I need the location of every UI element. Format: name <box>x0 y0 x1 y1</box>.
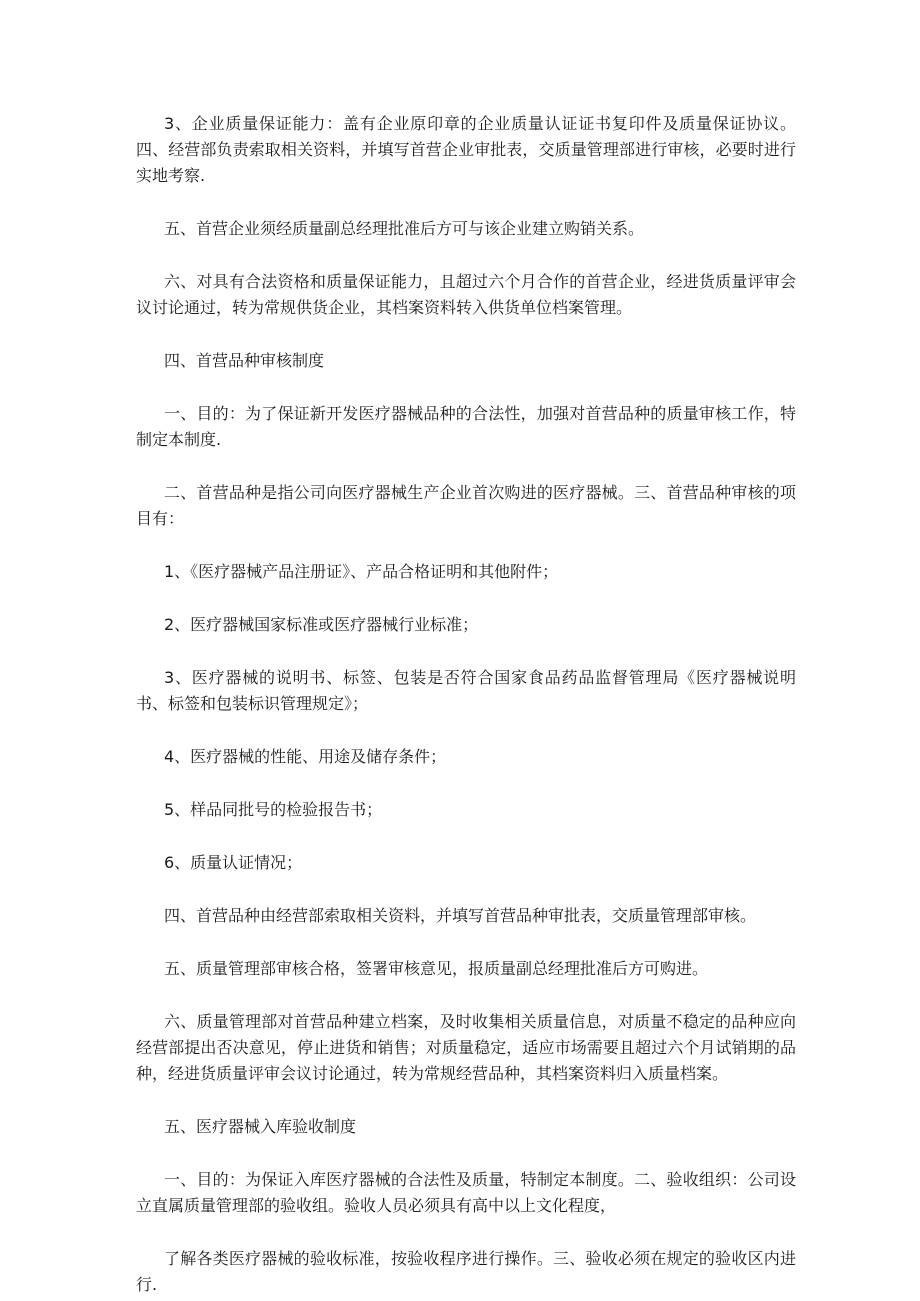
paragraph: 四、首营品种由经营部索取相关资料，并填写首营品种审批表，交质量管理部审核。 <box>164 906 757 925</box>
paragraph: 一、目的：为保证入库医疗器械的合法性及质量，特制定本制度。二、验收组织：公司设立直属质量管理部的验收组。验收人员必须具有高中以上文化程度， <box>136 1170 796 1215</box>
list-item: 1、《医疗器械产品注册证》、产品合格证明和其他附件； <box>164 562 559 581</box>
paragraph: 六、对具有合法资格和质量保证能力，且超过六个月合作的首营企业，经进货质量评审会议讨论通过，转为常规供货企业，其档案资料转入供货单位档案管理。 <box>136 272 796 317</box>
paragraph: 了解各类医疗器械的验收标准，按验收程序进行操作。三、验收必须在规定的验收区内进行. <box>136 1249 796 1294</box>
paragraph: 3、企业质量保证能力：盖有企业原印章的企业质量认证证书复印件及质量保证协议。四、经营部负责索取相关资料，并填写首营企业审批表，交质量管理部进行审核，必要时进行实地考察. <box>136 114 796 185</box>
section-heading: 四、首营品种审核制度 <box>164 351 325 370</box>
list-item: 3、医疗器械的说明书、标签、包装是否符合国家食品药品监督管理局《医疗器械说明书、标签和包装标识管理规定》； <box>136 668 796 713</box>
paragraph: 五、首营企业须经质量副总经理批准后方可与该企业建立购销关系。 <box>164 219 645 238</box>
list-item: 5、样品同批号的检验报告书； <box>164 800 383 819</box>
list-item: 2、医疗器械国家标准或医疗器械行业标准； <box>164 615 479 634</box>
document-page <box>136 111 796 1298</box>
list-item: 6、质量认证情况； <box>164 853 303 872</box>
list-item: 4、医疗器械的性能、用途及储存条件； <box>164 747 447 766</box>
section-heading: 五、医疗器械入库验收制度 <box>164 1117 357 1136</box>
paragraph: 二、首营品种是指公司向医疗器械生产企业首次购进的医疗器械。三、首营品种审核的项目有： <box>136 483 796 528</box>
paragraph: 一、目的：为了保证新开发医疗器械品种的合法性，加强对首营品种的质量审核工作，特制定本制度. <box>136 404 796 449</box>
paragraph: 五、质量管理部审核合格，签署审核意见，报质量副总经理批准后方可购进。 <box>164 959 709 978</box>
paragraph: 六、质量管理部对首营品种建立档案，及时收集相关质量信息，对质量不稳定的品种应向经营部提出否决意见，停止进货和销售；对质量稳定，适应市场需要且超过六个月试销期的品种，经进货质量评审会议讨论通过，转为常规经营品种，其档案资料归入质量档案。 <box>136 1012 796 1083</box>
